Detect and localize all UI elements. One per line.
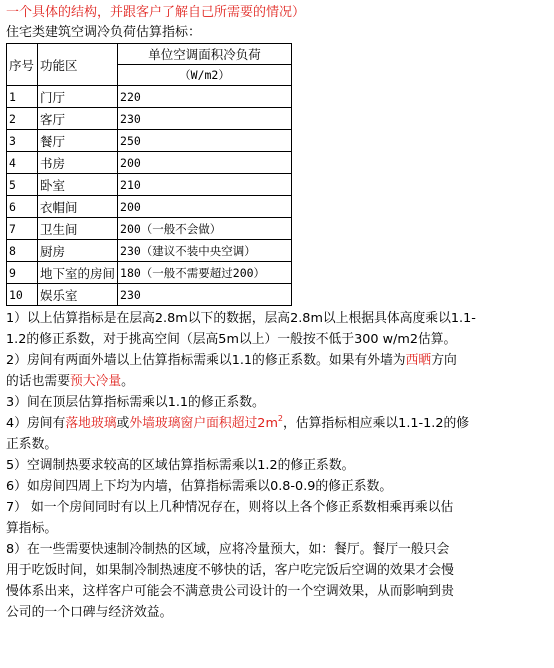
row-function-cell: 餐厅 [38, 130, 118, 152]
row-function-cell: 衣帽间 [38, 196, 118, 218]
row-load-cell: 200 [118, 152, 292, 174]
note-4-highlight-window-area: 外墙玻璃窗户面积超过2m [129, 416, 278, 431]
row-load-cell: 200（一般不会做） [118, 218, 292, 240]
note-4-text-b: 或 [116, 416, 130, 431]
table-header-row [7, 44, 292, 65]
note-1-line-2: 1.2的修正系数，对于挑高空间（层高5m以上）一般按不低于300 w/m2估算。 [6, 332, 457, 347]
row-num-cell: 1 [7, 86, 38, 108]
header-load-title: 单位空调面积冷负荷 [118, 44, 292, 65]
row-num-cell: 6 [7, 196, 38, 218]
row-load-cell: 180（一般不需要超过200） [118, 262, 292, 284]
note-8-line-4: 公司的一个口碑与经济效益。 [6, 605, 173, 620]
table-row [7, 262, 292, 284]
row-num-cell: 2 [7, 108, 38, 130]
note-2-text-d: 。 [121, 374, 134, 389]
table-caption: 住宅类建筑空调冷负荷估算指标： [6, 25, 202, 40]
note-2-highlight-extra-capacity: 预大冷量 [69, 374, 122, 389]
note-2-line-1 [6, 350, 550, 371]
row-function-cell: 书房 [38, 152, 118, 174]
row-load-cell: 250 [118, 130, 292, 152]
row-function-cell: 门厅 [38, 86, 118, 108]
row-num-cell: 4 [7, 152, 38, 174]
row-num-cell: 8 [7, 240, 38, 262]
intro-text: 一个具体的结构，并跟客户了解自己所需要的情况） [6, 5, 306, 20]
table-row [7, 174, 292, 196]
row-load-cell: 200 [118, 196, 292, 218]
row-num-cell: 3 [7, 130, 38, 152]
note-3: 3）间在顶层估算指标需乘以1.1的修正系数。 [6, 395, 265, 410]
note-4-line-2: 正系数。 [6, 437, 58, 452]
note-2-text-c: 的话也需要 [6, 374, 70, 389]
row-function-cell: 卫生间 [38, 218, 118, 240]
cooling-load-table [6, 43, 292, 306]
note-7-line-2: 算指标。 [6, 521, 58, 536]
row-load-cell: 230 [118, 108, 292, 130]
table-row [7, 196, 292, 218]
note-6: 6）如房间四周上下均为内墙，估算指标需乘以0.8-0.9的修正系数。 [6, 479, 393, 494]
note-5: 5）空调制热要求较高的区域估算指标需乘以1.2的修正系数。 [6, 458, 355, 473]
row-function-cell: 卧室 [38, 174, 118, 196]
table-row [7, 152, 292, 174]
row-num-cell: 7 [7, 218, 38, 240]
note-2-highlight-west-sun: 西晒 [405, 353, 432, 368]
note-8-line-2: 用于吃饭时间，如果制冷制热速度不够快的话，客户吃完饭后空调的效果才会慢 [6, 563, 454, 578]
note-4-superscript: 2 [277, 414, 283, 423]
note-4-highlight-floor-glass: 落地玻璃 [65, 416, 117, 431]
note-4-line-1 [6, 413, 550, 434]
row-load-cell: 220 [118, 86, 292, 108]
row-function-cell: 厨房 [38, 240, 118, 262]
notes-section [6, 308, 550, 623]
header-num: 序号 [7, 44, 38, 86]
row-function-cell: 地下室的房间 [38, 262, 118, 284]
header-load-unit: （W/m2） [118, 65, 292, 86]
table-row [7, 108, 292, 130]
note-8-line-3: 慢体系出来，这样客户可能会不满意贵公司设计的一个空调效果，从而影响到贵 [6, 584, 454, 599]
note-8-line-1: 8）在一些需要快速制冷制热的区域，应将冷量预大，如：餐厅。餐厅一般只会 [6, 542, 450, 557]
table-row [7, 218, 292, 240]
row-num-cell: 9 [7, 262, 38, 284]
table-row [7, 240, 292, 262]
table-row [7, 86, 292, 108]
row-function-cell: 客厅 [38, 108, 118, 130]
row-load-cell: 210 [118, 174, 292, 196]
row-load-cell: 230 [118, 284, 292, 306]
note-1-line-1: 1）以上估算指标是在层高2.8m以下的数据，层高2.8m以上根据具体高度乘以1.1- [6, 311, 476, 326]
table-body [7, 86, 292, 306]
row-function-cell: 娱乐室 [38, 284, 118, 306]
note-2-text-a: 2）房间有两面外墙以上估算指标需乘以1.1的修正系数。如果有外墙为 [6, 353, 406, 368]
table-row [7, 130, 292, 152]
note-2-text-b: 方向 [431, 353, 457, 368]
table-row [7, 284, 292, 306]
row-load-cell: 230（建议不装中央空调） [118, 240, 292, 262]
row-num-cell: 5 [7, 174, 38, 196]
note-7-line-1: 7） 如一个房间同时有以上几种情况存在，则将以上各个修正系数相乘再乘以估 [6, 500, 454, 515]
note-4-text-c: ，估算指标相应乘以1.1-1.2的修 [283, 416, 470, 431]
note-4-text-a: 4）房间有 [6, 416, 66, 431]
header-function: 功能区 [38, 44, 118, 86]
row-num-cell: 10 [7, 284, 38, 306]
note-2-line-2 [6, 371, 550, 392]
